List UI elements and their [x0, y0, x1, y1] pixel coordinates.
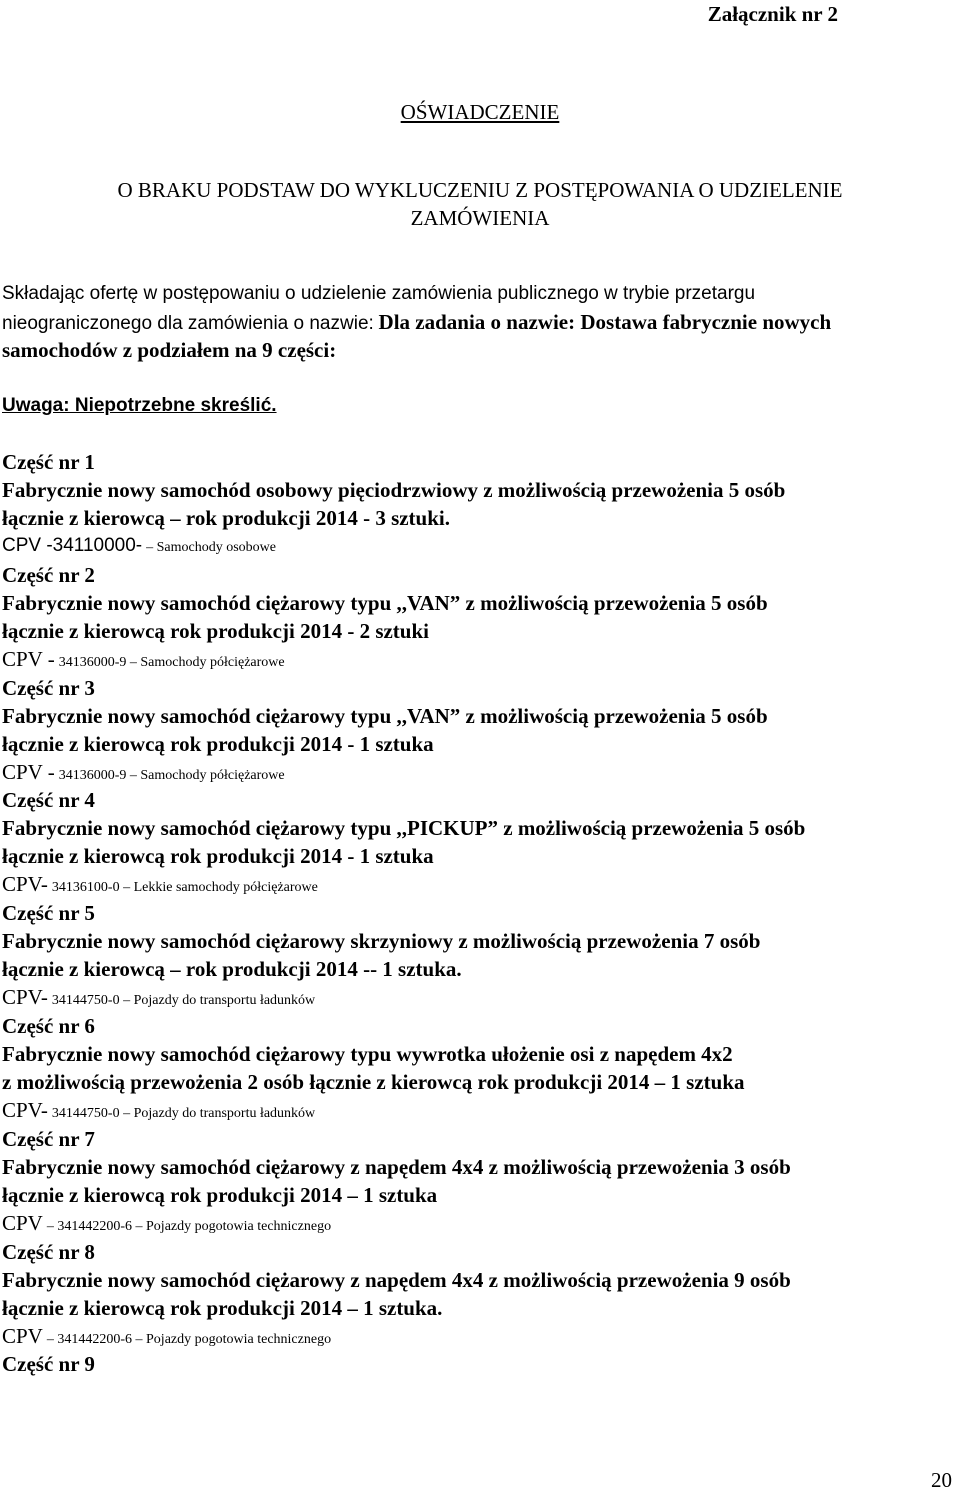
part-5-cpv	[2, 983, 315, 1015]
part-8-description-line-2: łącznie z kierowcą rok produkcji 2014 – 1 sztuka.	[2, 1295, 443, 1320]
part-6-description-line-2: z możliwością przewożenia 2 osób łącznie z kierowcą rok produkcji 2014 – 1 sztuka	[2, 1070, 745, 1094]
part-1-description-line-1: Fabrycznie nowy samochód osobowy pięciodrzwiowy z możliwością przewożenia 5 osób	[2, 478, 786, 502]
part-1-description-line-2: łącznie z kierowcą – rok produkcji 2014 - 3 sztuki.	[2, 506, 450, 530]
cpv-description: – Samochody osobowe	[146, 540, 277, 555]
part-9-label: Część nr 9	[2, 1352, 95, 1376]
cpv-code-prefix: CPV	[2, 1210, 43, 1235]
document-title: OŚWIADCZENIE	[400, 100, 560, 124]
cpv-code-prefix: CPV-	[2, 1098, 48, 1122]
cpv-code-prefix: CPV	[2, 1323, 43, 1348]
cpv-description: 34144750-0 – Pojazdy do transportu ładunków	[51, 993, 316, 1009]
part-7-description-line-2: łącznie z kierowcą rok produkcji 2014 – 1 sztuka	[2, 1182, 438, 1207]
cpv-description: 34136100-0 – Lekkie samochody półciężarowe	[51, 880, 318, 896]
part-2-cpv	[2, 645, 285, 677]
intro-line-1: Składając ofertę w postępowaniu o udzielenie zamówienia publicznego w trybie przetargu	[2, 283, 756, 304]
part-7-description-line-1: Fabrycznie nowy samochód ciężarowy z napędem 4x4 z możliwością przewożenia 3 osób	[2, 1154, 791, 1179]
cpv-code-prefix: CPV -34110000-	[2, 535, 143, 556]
cpv-description: – 341442200-6 – Pojazdy pogotowia technicznego	[46, 1331, 332, 1347]
part-6-label: Część nr 6	[2, 1014, 95, 1038]
cpv-description: 34136000-9 – Samochody półciężarowe	[58, 767, 285, 783]
part-5-label: Część nr 5	[2, 901, 95, 926]
cpv-code-prefix: CPV-	[2, 872, 48, 897]
subtitle-line-2: ZAMÓWIENIA	[410, 206, 550, 230]
part-1-label: Część nr 1	[2, 450, 95, 474]
part-4-description-line-1: Fabrycznie nowy samochód ciężarowy typu ,,PICKUP” z możliwością przewożenia 5 osób	[2, 816, 806, 841]
attachment-label: Załącznik nr 2	[707, 2, 838, 26]
part-8-description-line-1: Fabrycznie nowy samochód ciężarowy z napędem 4x4 z możliwością przewożenia 9 osób	[2, 1267, 791, 1292]
part-8-label: Część nr 8	[2, 1239, 95, 1264]
intro-line-2	[2, 308, 831, 338]
part-2-description-line-2: łącznie z kierowcą rok produkcji 2014 - 2 sztuki	[2, 618, 429, 643]
part-3-cpv	[2, 758, 285, 790]
part-7-label: Część nr 7	[2, 1126, 95, 1151]
part-4-description-line-2: łącznie z kierowcą rok produkcji 2014 - 1 sztuka	[2, 844, 434, 869]
cpv-code-prefix: CPV-	[2, 985, 48, 1010]
part-2-label: Część nr 2	[2, 562, 95, 587]
part-1-cpv	[2, 532, 276, 562]
page-number: 20	[931, 1468, 952, 1492]
intro-line-3: samochodów z podziałem na 9 części:	[2, 338, 337, 362]
part-4-cpv	[2, 870, 318, 902]
part-2-description-line-1: Fabrycznie nowy samochód ciężarowy typu ,,VAN” z możliwością przewożenia 5 osób	[2, 590, 768, 615]
cpv-description: 34144750-0 – Pojazdy do transportu ładunków	[51, 1106, 316, 1121]
part-6-cpv	[2, 1096, 315, 1128]
part-3-label: Część nr 3	[2, 675, 95, 700]
cpv-code-prefix: CPV -	[2, 759, 55, 784]
part-5-description-line-1: Fabrycznie nowy samochód ciężarowy skrzyniowy z możliwością przewożenia 7 osób	[2, 929, 761, 954]
part-4-label: Część nr 4	[2, 788, 95, 813]
part-7-cpv	[2, 1209, 331, 1241]
subtitle-line-1: O BRAKU PODSTAW DO WYKLUCZENIU Z POSTĘPOWANIA O UDZIELENIE	[117, 178, 843, 202]
part-3-description-line-2: łącznie z kierowcą rok produkcji 2014 - 1 sztuka	[2, 731, 434, 756]
cpv-code-prefix: CPV -	[2, 646, 55, 671]
note: Uwaga: Niepotrzebne skreślić.	[2, 395, 277, 416]
intro-line-2-prefix: nieograniczonego dla zamówienia o nazwie:	[2, 313, 374, 334]
part-5-description-line-2: łącznie z kierowcą – rok produkcji 2014 -- 1 sztuka.	[2, 957, 462, 982]
intro-line-2-bold: Dla zadania o nazwie: Dostawa fabrycznie nowych	[378, 310, 832, 334]
cpv-description: 34136000-9 – Samochody półciężarowe	[58, 654, 285, 670]
cpv-description: – 341442200-6 – Pojazdy pogotowia technicznego	[46, 1218, 332, 1234]
part-6-description-line-1: Fabrycznie nowy samochód ciężarowy typu wywrotka ułożenie osi z napędem 4x2	[2, 1042, 733, 1066]
part-3-description-line-1: Fabrycznie nowy samochód ciężarowy typu ,,VAN” z możliwością przewożenia 5 osób	[2, 703, 768, 728]
part-8-cpv	[2, 1322, 331, 1354]
